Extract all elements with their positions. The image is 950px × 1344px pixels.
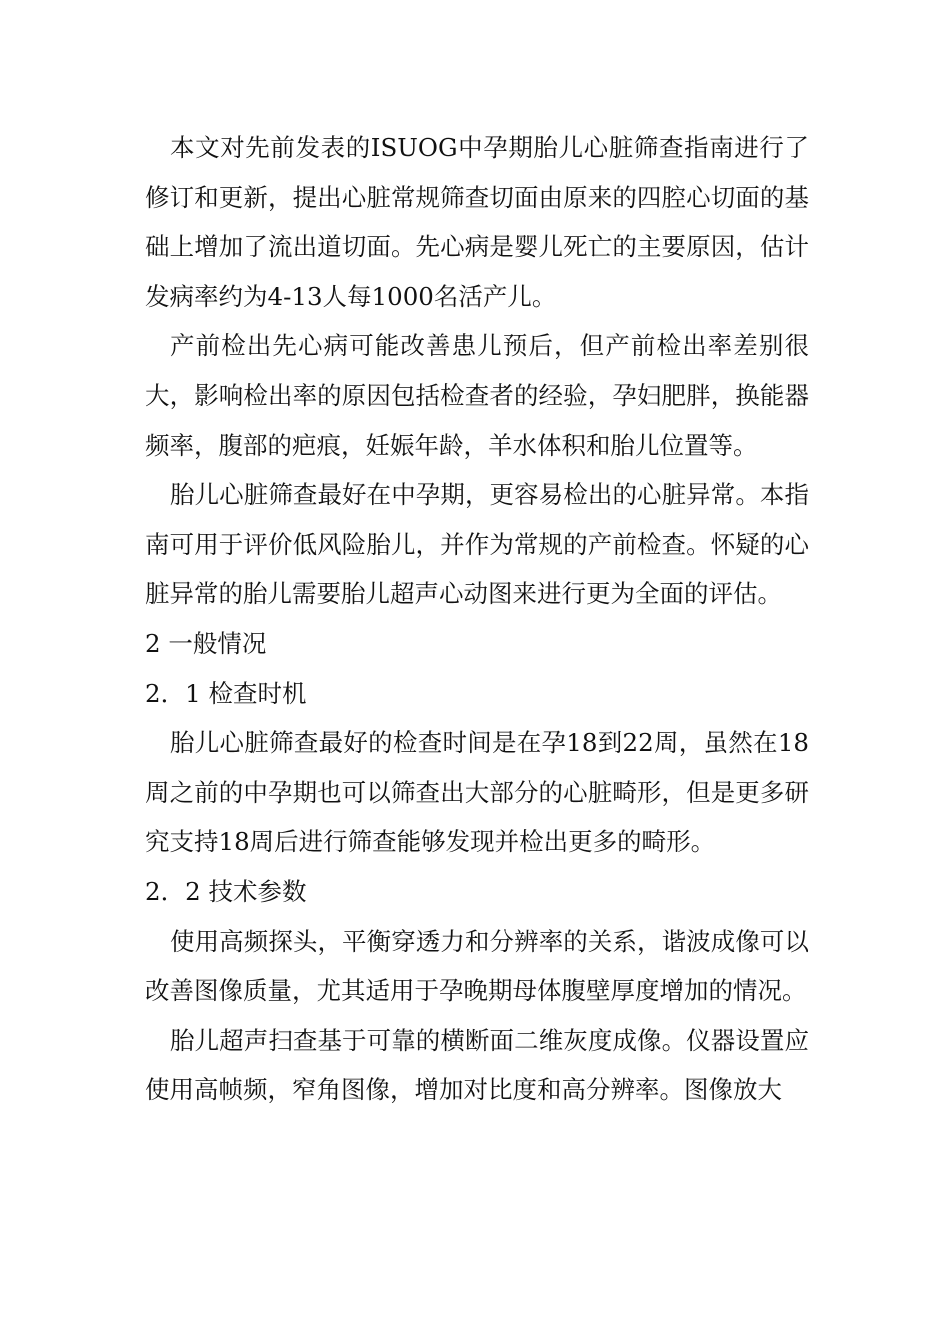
paragraph-timing: 胎儿心脏筛查最好的检查时间是在孕18到22周，虽然在18周之前的中孕期也可以筛查出大部分的心脏畸形，但是更多研究支持18周后进行筛查能够发现并检出更多的畸形。 bbox=[145, 728, 809, 857]
paragraph-intro: 本文对先前发表的ISUOG中孕期胎儿心脏筛查指南进行了修订和更新，提出心脏常规筛查切面由原来的四腔心切面的基础上增加了流出道切面。先心病是婴儿死亡的主要原因，估计发病率约为4-13人每1000名活产儿。 bbox=[145, 133, 809, 311]
subsection-heading-timing: 2．1 检查时机 bbox=[145, 678, 307, 708]
document-body bbox=[145, 123, 809, 1115]
paragraph-screening-period: 胎儿心脏筛查最好在中孕期，更容易检出的心脏异常。本指南可用于评价低风险胎儿，并作为常规的产前检查。怀疑的心脏异常的胎儿需要胎儿超声心动图来进行更为全面的评估。 bbox=[145, 480, 809, 609]
paragraph-probe: 使用高频探头，平衡穿透力和分辨率的关系，谐波成像可以改善图像质量，尤其适用于孕晚期母体腹壁厚度增加的情况。 bbox=[145, 926, 809, 1006]
paragraph-imaging-settings: 胎儿超声扫查基于可靠的横断面二维灰度成像。仪器设置应使用高帧频，窄角图像，增加对比度和高分辨率。图像放大 bbox=[145, 1025, 809, 1105]
subsection-heading-technical: 2．2 技术参数 bbox=[145, 876, 307, 906]
paragraph-detection-rate: 产前检出先心病可能改善患儿预后，但产前检出率差别很大，影响检出率的原因包括检查者的经验，孕妇肥胖，换能器频率，腹部的疤痕，妊娠年龄，羊水体积和胎儿位置等。 bbox=[145, 331, 809, 460]
section-heading-general: 2 一般情况 bbox=[145, 628, 267, 658]
